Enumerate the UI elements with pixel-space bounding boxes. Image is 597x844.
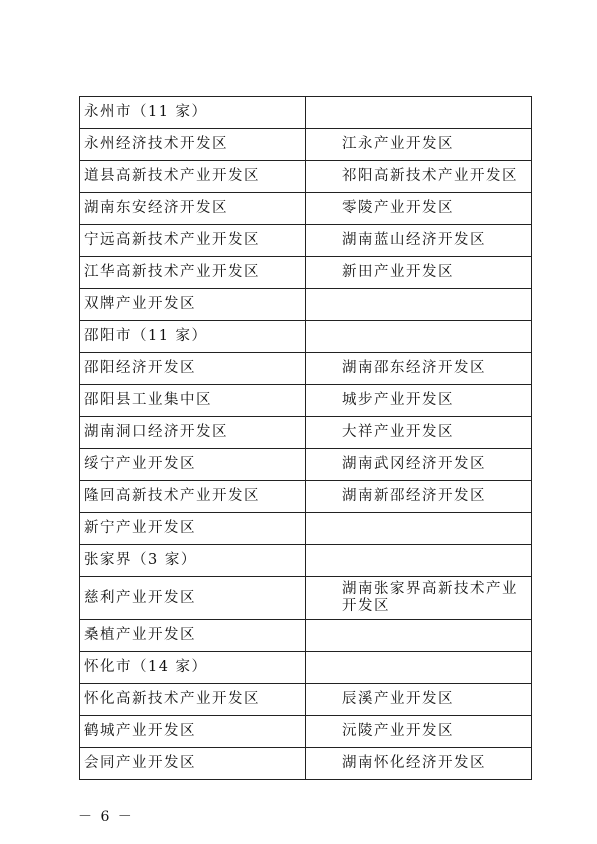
- table-cell-empty: [306, 97, 532, 129]
- table-cell: 湖南洞口经济开发区: [80, 417, 306, 449]
- table-row: [80, 225, 532, 257]
- table-row: [80, 449, 532, 481]
- table-cell: 鹤城产业开发区: [80, 716, 306, 748]
- table-row: [80, 545, 532, 577]
- table-cell: 零陵产业开发区: [306, 193, 532, 225]
- page-number: － 6 －: [78, 809, 134, 825]
- table-cell: 湖南武冈经济开发区: [306, 449, 532, 481]
- table-row: [80, 620, 532, 652]
- table-row: [80, 748, 532, 780]
- table-cell: 永州经济技术开发区: [80, 129, 306, 161]
- table-row: [80, 257, 532, 289]
- table-cell-empty: [306, 620, 532, 652]
- table-cell: 绥宁产业开发区: [80, 449, 306, 481]
- table-row: [80, 161, 532, 193]
- table-cell-empty: [306, 652, 532, 684]
- table-cell: 湖南张家界高新技术产业开发区: [306, 577, 532, 620]
- table-row: [80, 193, 532, 225]
- table-row: [80, 481, 532, 513]
- table-row: [80, 417, 532, 449]
- table-cell-empty: [306, 289, 532, 321]
- city-header-cell: 邵阳市（11 家）: [80, 321, 306, 353]
- city-header-cell: 张家界（3 家）: [80, 545, 306, 577]
- table-row: [80, 513, 532, 545]
- table-cell-empty: [306, 513, 532, 545]
- development-zone-table: [79, 96, 532, 780]
- table-cell: 邵阳经济开发区: [80, 353, 306, 385]
- table-cell: 辰溪产业开发区: [306, 684, 532, 716]
- table-cell: 新田产业开发区: [306, 257, 532, 289]
- table-cell: 江永产业开发区: [306, 129, 532, 161]
- table-cell: 会同产业开发区: [80, 748, 306, 780]
- table-cell: 宁远高新技术产业开发区: [80, 225, 306, 257]
- table-cell: 桑植产业开发区: [80, 620, 306, 652]
- table-row: [80, 129, 532, 161]
- table-row: [80, 716, 532, 748]
- table-cell: 城步产业开发区: [306, 385, 532, 417]
- city-header-cell: 永州市（11 家）: [80, 97, 306, 129]
- table-row: [80, 321, 532, 353]
- table-cell: 邵阳县工业集中区: [80, 385, 306, 417]
- table-cell: 隆回高新技术产业开发区: [80, 481, 306, 513]
- table-cell: 新宁产业开发区: [80, 513, 306, 545]
- table-row: [80, 652, 532, 684]
- table-cell: 沅陵产业开发区: [306, 716, 532, 748]
- table-cell: 湖南邵东经济开发区: [306, 353, 532, 385]
- table-cell: 湖南东安经济开发区: [80, 193, 306, 225]
- table-cell: 慈利产业开发区: [80, 577, 306, 620]
- table-cell: 双牌产业开发区: [80, 289, 306, 321]
- table-cell: 湖南新邵经济开发区: [306, 481, 532, 513]
- table-cell: 道县高新技术产业开发区: [80, 161, 306, 193]
- table-row: [80, 97, 532, 129]
- table-cell: 怀化高新技术产业开发区: [80, 684, 306, 716]
- table-row: [80, 385, 532, 417]
- table-cell-empty: [306, 545, 532, 577]
- table-cell-empty: [306, 321, 532, 353]
- table-cell: 湖南蓝山经济开发区: [306, 225, 532, 257]
- table-row: [80, 289, 532, 321]
- table-cell: 大祥产业开发区: [306, 417, 532, 449]
- table-cell: 江华高新技术产业开发区: [80, 257, 306, 289]
- table-cell: 祁阳高新技术产业开发区: [306, 161, 532, 193]
- city-header-cell: 怀化市（14 家）: [80, 652, 306, 684]
- table-row: [80, 684, 532, 716]
- table-cell: 湖南怀化经济开发区: [306, 748, 532, 780]
- table-row: [80, 353, 532, 385]
- table-row: [80, 577, 532, 620]
